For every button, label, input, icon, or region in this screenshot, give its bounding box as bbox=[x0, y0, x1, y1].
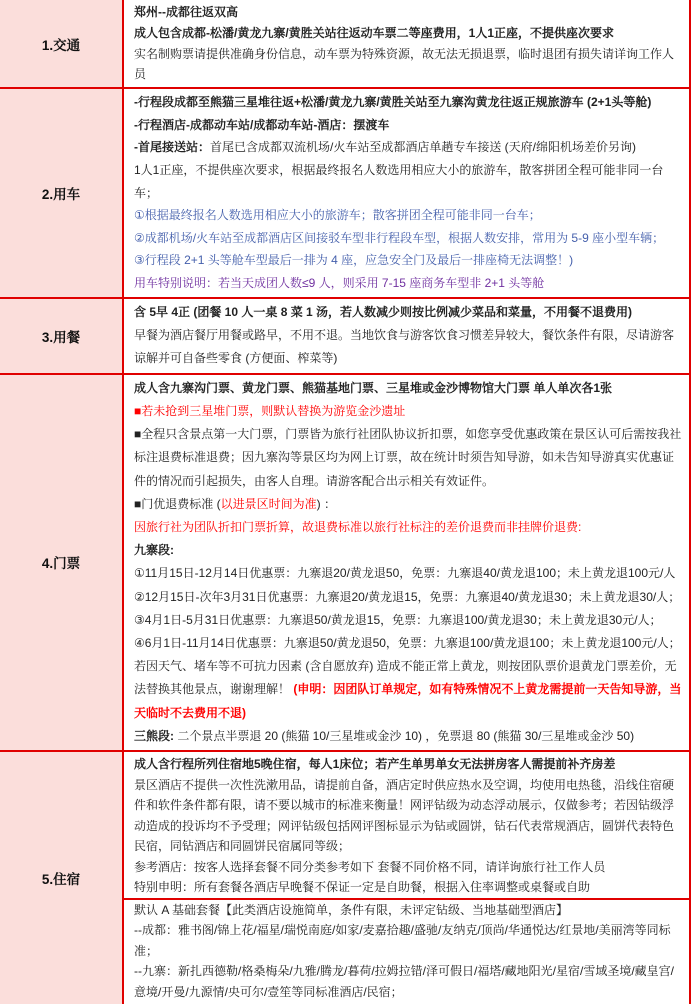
text-segment: 成人含九寨沟门票、黄龙门票、熊猫基地门票、三星堆或金沙博物馆大门票 单人单次各1张 bbox=[134, 380, 613, 395]
text-line bbox=[134, 754, 685, 775]
text-segment: 以进景区时间为准 bbox=[220, 496, 317, 511]
text-line bbox=[134, 301, 685, 324]
text-segment: ■若未抢到三星堆门票，则默认替换为游览金沙遗址 bbox=[134, 403, 406, 418]
text-line bbox=[134, 136, 685, 159]
content-block bbox=[134, 2, 685, 85]
text-line bbox=[134, 725, 685, 748]
text-segment: 特别申明：所有套餐各酒店早晚餐不保证一定是自助餐，根据入住率调整或桌餐或自助 bbox=[134, 880, 591, 894]
text-segment: 三熊段: bbox=[134, 728, 174, 743]
row-label-meals: 3.用餐 bbox=[0, 299, 122, 373]
text-segment: 九寨段: bbox=[134, 543, 174, 558]
text-segment: 1人1正座，不提供座次要求，根据最终报名人数选用相应大小的旅游车，散客拼团全程可能非同一台车； bbox=[134, 162, 664, 200]
text-segment: 用车特别说明：若当天成团人数≤9 人，则采用 7-15 座商务车型非 2+1 头等舱 bbox=[134, 275, 545, 290]
text-segment: 成人含行程所列住宿地5晚住宿，每人1床位；若产生单男单女无法拼房客人需提前补齐房差 bbox=[134, 757, 616, 771]
row-content-transport bbox=[122, 0, 691, 87]
text-line bbox=[134, 91, 685, 114]
row-label-vehicle: 2.用车 bbox=[0, 89, 122, 296]
text-line bbox=[134, 516, 685, 539]
content-block bbox=[134, 754, 685, 898]
table-row-transport bbox=[0, 0, 691, 87]
text-segment: 郑州--成都往返双高 bbox=[134, 5, 238, 19]
content-block bbox=[134, 91, 685, 294]
text-segment: -行程酒店-成都动车站/成都动车站-酒店：摆渡车 bbox=[134, 117, 390, 132]
content-block bbox=[124, 898, 689, 1003]
text-segment: --成都：雅书阁/锦上花/福星/瑞悦南庭/如家/麦嘉拾趣/盛驰/友纳克/顶尚/华通悦达/红景地/美丽湾等同标准； bbox=[134, 923, 671, 958]
text-segment: ①根据最终报名人数选用相应大小的旅游车；散客拼团全程可能非同一台车； bbox=[134, 208, 541, 223]
text-segment: ■全程只含景点第一大门票，门票皆为旅行社团队协议折扣票，如您享受优惠政策在景区认可后需按我社标注退费标准退费；因九寨沟等景区均为网上订票，故在统计时须告知导游，如未告知导游真实优惠证件的情况而引起损失，由客人自理。请游客配合出示相关有效证件。 bbox=[134, 427, 682, 488]
text-segment: ①11月15日-12月14日优惠票：九寨退20/黄龙退50，免票：九寨退40/黄龙退100；未上黄龙退100元/人 bbox=[134, 566, 676, 581]
text-segment: 早餐为酒店餐厅用餐或路早，不用不退。当地饮食与游客饮食习惯差异较大，餐饮条件有限，尽请游客谅解并可自备些零食 (方便面、榨菜等) bbox=[134, 327, 675, 366]
content-block bbox=[134, 377, 685, 748]
text-line bbox=[134, 377, 685, 400]
text-line bbox=[134, 204, 685, 227]
text-segment: 若因天气、堵车等不可抗力因素 (含自愿放弃) 造成不能正常上黄龙，则按团队票价退黄龙门票差价，无法替换其他景点，谢谢理解！ bbox=[134, 659, 677, 697]
text-segment: 景区酒店不提供一次性洗漱用品，请提前自备，酒店定时供应热水及空调，均使用电热毯，沿线住宿硬件和软件条件都有限，请不要以城市的标准来衡量！网评钻级为动态浮动展示，仅做参考；若因钻级浮动造成的投诉均不予受理；网评钻级包括网评图标显示为钻或圆饼，钻石代表常规酒店，圆饼代表特色民宿，同钻酒店和同圆饼民宿属同等级； bbox=[134, 777, 675, 853]
text-segment: -行程段成都至熊猫三星堆往返+松潘/黄龙九寨/黄胜关站至九寨沟黄龙往返正规旅游车 (2+1头等舱) bbox=[134, 95, 652, 110]
text-line bbox=[134, 493, 685, 516]
text-line bbox=[134, 2, 685, 23]
text-segment: ③行程段 2+1 头等舱车型最后一排为 4 座，应急安全门及最后一排座椅无法调整！) bbox=[134, 253, 574, 268]
text-line bbox=[134, 609, 685, 632]
text-line bbox=[134, 400, 685, 423]
text-line bbox=[134, 539, 685, 562]
text-segment: 首尾已含成都双流机场/火车站至成都酒店单趟专车接送 (天府/绵阳机场差价另询) bbox=[210, 140, 636, 155]
text-line bbox=[134, 44, 685, 86]
text-segment: 含 5早 4正 (团餐 10 人一桌 8 菜 1 汤，若人数减少则按比例减少菜品和菜量，不用餐不退费用) bbox=[134, 304, 633, 319]
row-content-vehicle bbox=[122, 89, 691, 296]
text-segment: ③4月1日-5月31日优惠票：九寨退50/黄龙退15，免票：九寨退100/黄龙退30；未上黄龙退30元/人； bbox=[134, 612, 662, 627]
row-label-transport: 1.交通 bbox=[0, 0, 122, 87]
text-line bbox=[134, 857, 685, 878]
row-content-lodging bbox=[122, 752, 691, 1004]
table-row-meals bbox=[0, 297, 691, 373]
text-segment: 成人包含成都-松潘/黄龙九寨/黄胜关站往返动车票二等座费用，1人1正座，不提供座次要求 bbox=[134, 25, 615, 40]
text-line bbox=[134, 961, 685, 1002]
row-label-lodging: 5.住宿 bbox=[0, 752, 122, 1004]
text-line bbox=[134, 562, 685, 585]
text-segment: -首尾接送站： bbox=[134, 140, 210, 155]
text-segment: ) ： bbox=[316, 496, 336, 511]
row-content-meals bbox=[122, 299, 691, 373]
text-segment: --九寨：新扎西德勒/格桑梅朵/九雅/腾龙/暮荷/拉姆拉错/泽可假日/福塔/藏地阳光/星宿/雪域圣境/藏皇宫/意境/开曼/九源情/央可尔/壹笙等同标准酒店/民宿； bbox=[134, 964, 675, 999]
text-line bbox=[134, 227, 685, 250]
table-row-lodging bbox=[0, 750, 691, 1004]
text-line bbox=[134, 586, 685, 609]
text-segment: 默认 A 基础套餐【此类酒店设施简单，条件有限，未评定钻级、当地基础型酒店】 bbox=[134, 902, 569, 917]
text-segment: 实名制购票请提供准确身份信息，动车票为特殊资源，故无法无损退票，临时退团有损失请详询工作人员 bbox=[134, 46, 675, 82]
text-segment: ④6月1日-11月14日优惠票：九寨退50/黄龙退50，免票：九寨退100/黄龙退100；未上黄龙退100元/人； bbox=[134, 635, 681, 650]
row-content-tickets bbox=[122, 375, 691, 750]
table-row-tickets bbox=[0, 373, 691, 750]
text-line bbox=[134, 249, 685, 272]
text-segment: 参考酒店：按客人选择套餐不同分类参考如下 套餐不同价格不同，请详询旅行社工作人员 bbox=[134, 859, 606, 874]
text-line bbox=[134, 900, 685, 921]
text-line bbox=[134, 877, 685, 898]
text-segment: (申明：因团队订单规定，如有特殊情况不上黄龙需提前一天告知导游，当天临时不去费用不退) bbox=[134, 682, 682, 720]
text-line bbox=[134, 272, 685, 295]
text-line bbox=[134, 423, 685, 493]
text-line bbox=[134, 655, 685, 725]
text-line bbox=[134, 324, 685, 371]
text-line bbox=[134, 632, 685, 655]
content-block bbox=[134, 301, 685, 371]
text-segment: 因旅行社为团队折扣门票折算，故退费标准以旅行社标注的差价退费而非挂牌价退费: bbox=[134, 519, 582, 534]
row-label-tickets: 4.门票 bbox=[0, 375, 122, 750]
text-line bbox=[134, 775, 685, 857]
table-row-vehicle bbox=[0, 87, 691, 296]
text-line bbox=[134, 114, 685, 137]
text-segment: ■门优退费标准 ( bbox=[134, 496, 221, 511]
text-line bbox=[134, 23, 685, 44]
text-line bbox=[134, 920, 685, 961]
text-segment: ②12月15日-次年3月31日优惠票：九寨退20/黄龙退15，免票：九寨退40/黄龙退30；未上黄龙退30/人； bbox=[134, 589, 681, 604]
text-segment: 二个景点半票退 20 (熊猫 10/三星堆或金沙 10) ，免票退 80 (熊猫 30/三星堆或金沙 50) bbox=[174, 728, 635, 743]
text-line bbox=[134, 159, 685, 204]
text-segment: ②成都机场/火车站至成都酒店区间接驳车型非行程段车型，根据人数安排，常用为 5-9 座小型车辆； bbox=[134, 230, 665, 245]
